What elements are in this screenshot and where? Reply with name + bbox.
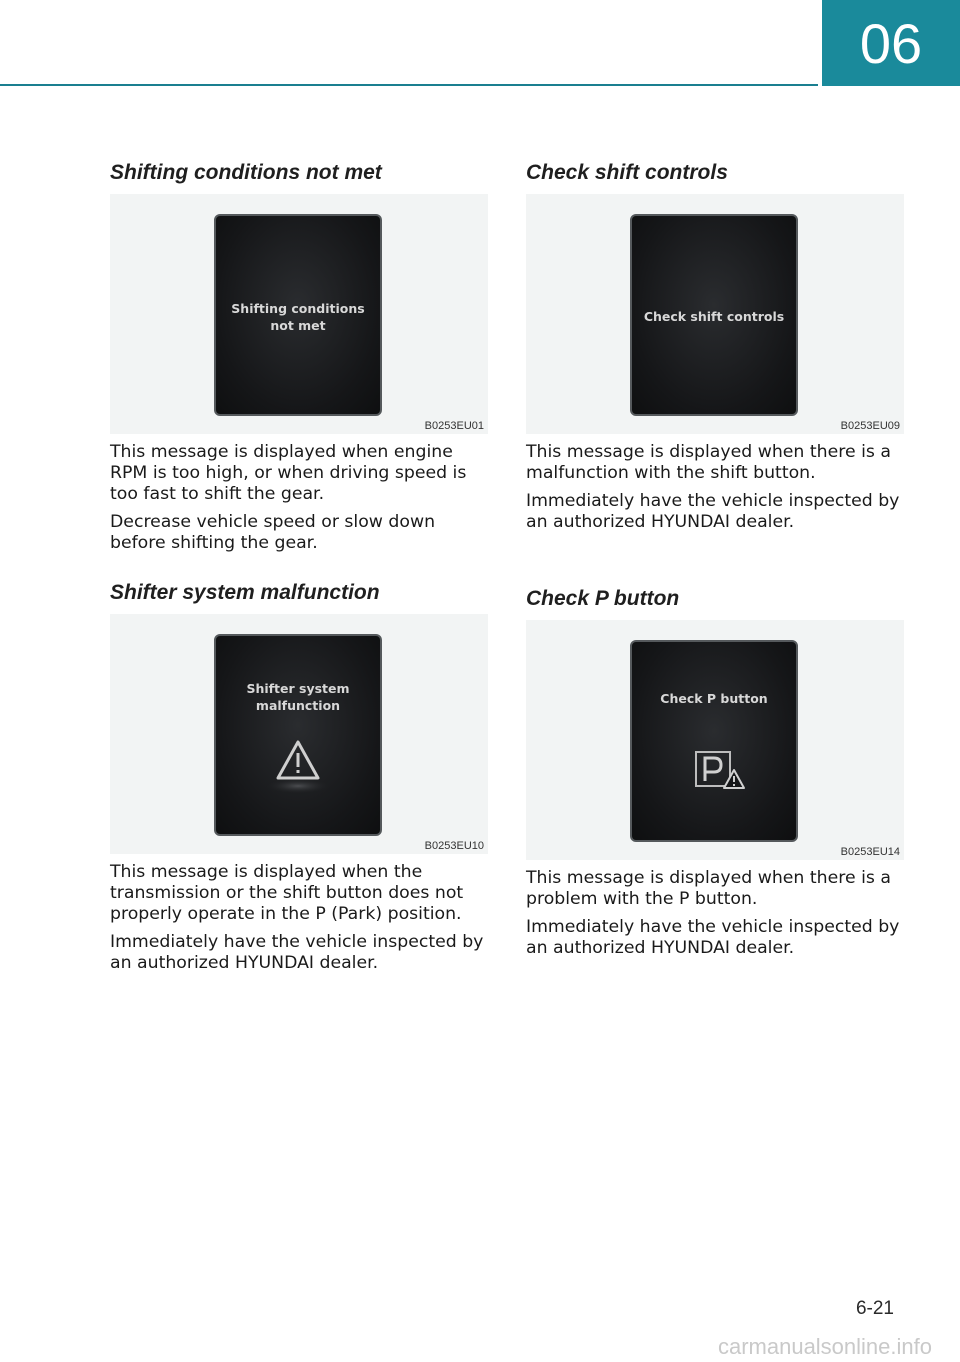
cluster-display: [630, 640, 798, 842]
figure-check-p-button: [526, 620, 904, 860]
figure-code: B0253EU10: [424, 840, 484, 852]
page-number: 6-21: [855, 1298, 894, 1319]
header-rule: [0, 84, 818, 86]
body-paragraph: This message is displayed when the transmission or the shift button does not properly operate in the P (Park) position.: [110, 862, 464, 924]
figure-code: B0253EU09: [840, 420, 900, 432]
body-paragraph: Immediately have the vehicle inspected by an authorized HYUNDAI dealer.: [526, 917, 900, 958]
figure-shifting-conditions: [110, 194, 488, 434]
section-check-p-button: [526, 586, 904, 959]
warning-triangle-icon: [262, 736, 334, 796]
body-paragraph: Decrease vehicle speed or slow down before shifting the gear.: [110, 512, 436, 553]
section-title: Check shift controls: [526, 161, 728, 184]
section-check-shift-controls: [526, 160, 904, 533]
figure-check-shift-controls: [526, 194, 904, 434]
display-message: Shifting conditions not met: [231, 301, 365, 333]
watermark: carmanualsonline.info: [717, 1334, 932, 1359]
body-paragraph: This message is displayed when there is a malfunction with the shift button.: [526, 442, 891, 483]
display-message: Check shift controls: [643, 309, 785, 324]
body-paragraph: This message is displayed when engine RPM is too high, or when driving speed is too fast to shift the gear.: [110, 442, 467, 504]
cluster-display: [630, 214, 798, 416]
display-message: Shifter system malfunction: [246, 681, 350, 713]
cluster-display: [214, 214, 382, 416]
section-title: Check P button: [526, 587, 680, 610]
cluster-display: [214, 634, 382, 836]
chapter-tab: 06: [822, 0, 960, 86]
figure-code: B0253EU01: [424, 420, 484, 432]
figure-code: B0253EU14: [840, 846, 900, 858]
body-paragraph: Immediately have the vehicle inspected by an authorized HYUNDAI dealer.: [110, 932, 484, 973]
section-title: Shifter system malfunction: [110, 581, 380, 604]
section-shifting-conditions: [110, 160, 488, 554]
p-button-warning-icon: [694, 750, 746, 790]
display-message: Check P button: [660, 691, 768, 706]
body-paragraph: Immediately have the vehicle inspected by an authorized HYUNDAI dealer.: [526, 491, 900, 532]
section-shifter-malfunction: [110, 580, 488, 974]
figure-shifter-malfunction: [110, 614, 488, 854]
body-paragraph: This message is displayed when there is a problem with the P button.: [526, 868, 891, 909]
section-title: Shifting conditions not met: [110, 161, 382, 184]
